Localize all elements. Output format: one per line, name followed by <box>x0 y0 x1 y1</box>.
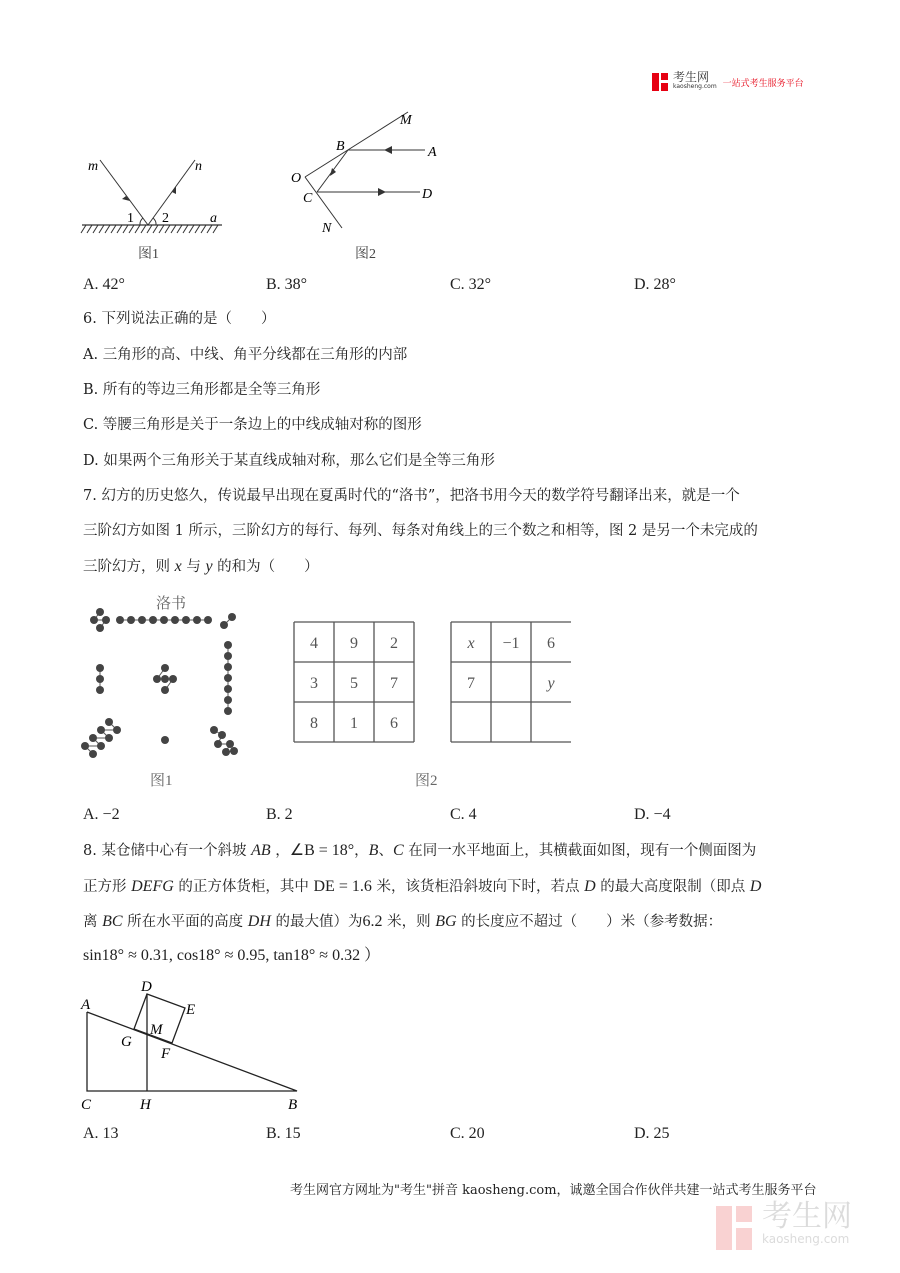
grid-cell: 1 <box>350 715 358 732</box>
q7-option-c[interactable]: C. 4 <box>450 806 477 823</box>
pt-D: D <box>584 878 596 895</box>
angle-B: ∠B = 18° <box>289 842 355 859</box>
square-DEFG: DEFG <box>131 878 174 895</box>
fig1-caption: 图1 <box>138 247 159 262</box>
logo-slogan: 一站式考生服务平台 <box>722 78 804 89</box>
q8-option-d[interactable]: D. 25 <box>634 1125 670 1142</box>
fig2-label-A: A <box>428 145 437 160</box>
text: 的最大值）为 <box>270 914 363 930</box>
slope-label-B: B <box>288 1097 298 1113</box>
pt-C: C <box>392 842 404 859</box>
slope-label-M: M <box>150 1022 163 1038</box>
fig2-label-D: D <box>422 187 433 202</box>
q7-stem-line1: 7. 幻方的历史悠久，传说最早出现在夏禹时代的“洛书”，把洛书用今天的数学符号翻译出来，就是一个 <box>83 488 740 504</box>
fig1-label-n: n <box>195 159 202 174</box>
grid-cell: 4 <box>310 635 318 652</box>
fig1-label-a: a <box>210 211 217 226</box>
text: ， <box>270 843 290 859</box>
q6-option-c[interactable]: C. 等腰三角形是关于一条边上的中线成轴对称的图形 <box>83 417 422 433</box>
q6-stem: 6. 下列说法正确的是（ ） <box>83 311 276 327</box>
slope-label-A: A <box>81 997 91 1013</box>
slope-label-C: C <box>81 1097 92 1113</box>
fig1-label-m: m <box>88 159 99 174</box>
grid-cell: 9 <box>350 635 358 652</box>
q7-option-b[interactable]: B. 2 <box>266 806 293 823</box>
seg-BC: BC <box>102 913 123 930</box>
text: 8. 某仓储中心有一个斜坡 <box>83 843 252 859</box>
fig1-angle-1: 1 <box>127 211 134 226</box>
luoshu-title: 洛书 <box>156 596 187 612</box>
fig2-label-O: O <box>291 171 302 186</box>
var-y: y <box>205 558 213 575</box>
q8-option-c[interactable]: C. 20 <box>450 1125 485 1142</box>
logo-icon <box>652 73 670 91</box>
grid-cell: 5 <box>350 675 358 692</box>
q8-reference-data: sin18° ≈ 0.31, cos18° ≈ 0.95, tan18° ≈ 0.32 ） <box>83 947 381 964</box>
watermark-text: 考生网 <box>762 1199 852 1234</box>
grid-cell: y <box>547 675 555 692</box>
text: 离 <box>83 914 103 930</box>
q7-stem-line2: 三阶幻方如图 1 所示，三阶幻方的每行、每列、每条对角线上的三个数之和相等，图 2 是另一个未完成的 <box>83 523 758 539</box>
grid-cell: 2 <box>390 635 398 652</box>
site-logo <box>652 72 804 92</box>
text: 正方形 <box>83 879 132 895</box>
var-x: x <box>174 558 182 575</box>
q7-option-a[interactable]: A. −2 <box>83 806 120 823</box>
pt-B: B <box>368 842 379 859</box>
text: 米，则 <box>382 914 436 930</box>
q6-option-a[interactable]: A. 三角形的高、中线、角平分线都在三角形的内部 <box>83 347 408 363</box>
text: 米，该货柜沿斜坡向下时，若点 <box>371 879 585 895</box>
text: 三阶幻方，则 <box>83 559 175 575</box>
seg-AB: AB <box>251 842 271 859</box>
slope-label-D: D <box>141 979 152 995</box>
grid-cell: 6 <box>390 715 398 732</box>
grid-cell: 8 <box>310 715 318 732</box>
q7-fig1-caption: 图1 <box>150 773 173 789</box>
grid-cell: 6 <box>547 635 555 652</box>
slope-label-G: G <box>121 1034 132 1050</box>
grid-cell: 7 <box>390 675 398 692</box>
slope-figure <box>0 0 320 1120</box>
q7-fig2-caption: 图2 <box>415 773 438 789</box>
text: 与 <box>181 559 206 575</box>
slope-label-F: F <box>161 1046 171 1062</box>
text: 的长度应不超过（ ）米（参考数据： <box>456 914 723 930</box>
fig2-label-B: B <box>336 139 345 154</box>
fig1-angle-2: 2 <box>162 211 169 226</box>
text: 的正方体货柜，其中 <box>173 879 314 895</box>
grid-cell: −1 <box>502 635 520 652</box>
q6-option-d[interactable]: D. 如果两个三角形关于某直线成轴对称，那么它们是全等三角形 <box>83 453 495 469</box>
grid-cell: x <box>467 635 475 652</box>
max-height: 6.2 <box>362 913 383 930</box>
fig2-label-M: M <box>400 113 412 128</box>
fig2-caption: 图2 <box>355 247 376 262</box>
q8-option-a[interactable]: A. 13 <box>83 1125 119 1142</box>
text: 所在水平面的高度 <box>122 914 248 930</box>
length-DE: DE = 1.6 <box>313 878 372 895</box>
q5-option-b[interactable]: B. 38° <box>266 276 308 293</box>
text: 的和为（ ） <box>212 559 319 575</box>
text: 的最大高度限制（即点 <box>595 879 750 895</box>
seg-BG: BG <box>435 913 457 930</box>
slope-label-H: H <box>140 1097 151 1113</box>
grid-cell: 7 <box>467 675 475 692</box>
text: ， <box>354 843 369 859</box>
footer-text: 考生网官方网址为"考生"拼音 kaosheng.com，诚邀全国合作伙伴共建一站式考生服务平台 <box>290 1183 817 1198</box>
fig2-label-C: C <box>303 191 313 206</box>
watermark-sub: kaosheng.com <box>762 1232 850 1246</box>
text: 、 <box>378 843 393 859</box>
seg-DH: DH <box>247 913 271 930</box>
q8-option-b[interactable]: B. 15 <box>266 1125 301 1142</box>
pt-D: D <box>749 878 762 895</box>
q5-option-d[interactable]: D. 28° <box>634 276 676 293</box>
watermark-logo <box>716 1199 852 1250</box>
q5-option-c[interactable]: C. 32° <box>450 276 492 293</box>
logo-text: 考生网 <box>673 70 710 84</box>
grid-cell: 3 <box>310 675 318 692</box>
watermark-icon <box>716 1206 756 1250</box>
q7-option-d[interactable]: D. −4 <box>634 806 671 823</box>
slope-label-E: E <box>186 1002 196 1018</box>
text: 在同一水平地面上，其横截面如图，现有一个侧面图为 <box>403 843 757 859</box>
q6-option-b[interactable]: B. 所有的等边三角形都是全等三角形 <box>83 382 321 398</box>
logo-sub: kaosheng.com <box>673 83 717 90</box>
fig2-label-N: N <box>322 221 332 236</box>
q5-option-a[interactable]: A. 42° <box>83 276 125 293</box>
